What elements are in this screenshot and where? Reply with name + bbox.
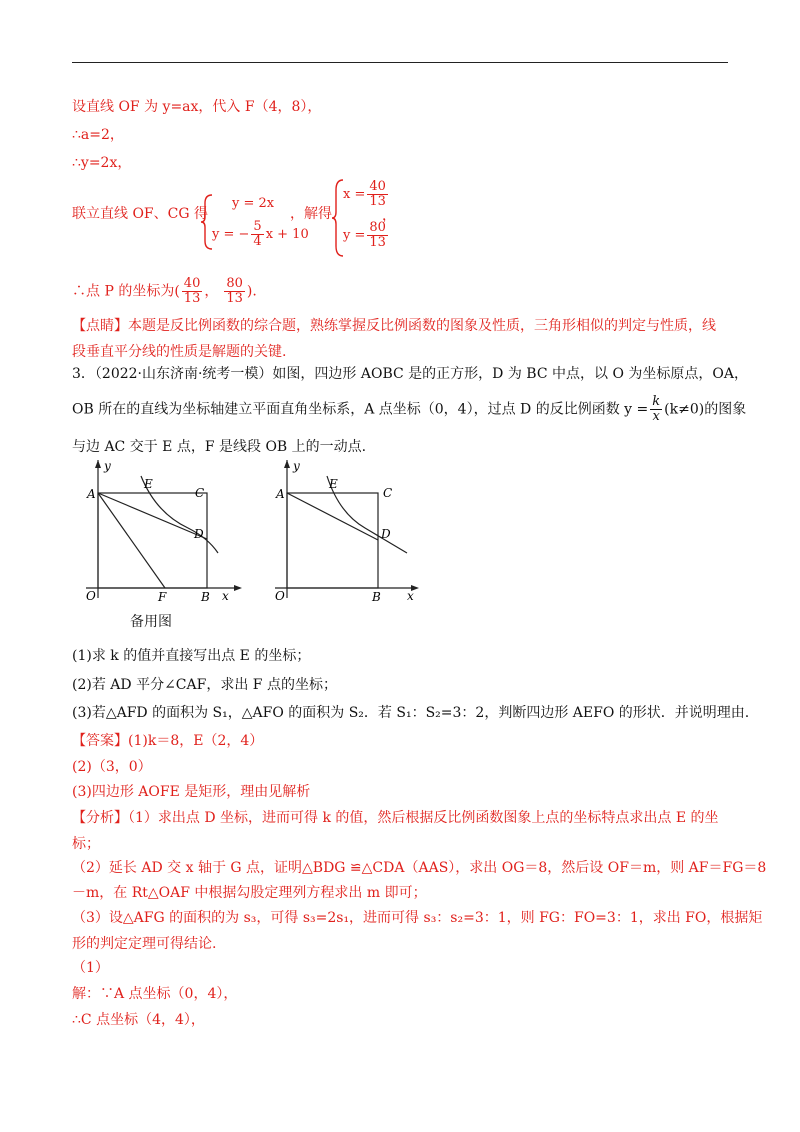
system-solve-text: ，解得 bbox=[290, 206, 332, 222]
analysis-line1: 【分析】（1）求出点 D 坐标，进而可得 k 的值，然后根据反比例函数图象上点的坐标特点求出点 E 的坐 bbox=[72, 810, 719, 826]
problem-line2: OB 所在的直线为坐标轴建立平面直角坐标系，A 点坐标（0，4），过点 D 的反比例函数 y = $\frac{k}{x}$ (k≠0)的图象 bbox=[72, 394, 747, 424]
analysis-line4: －m，在 Rt△OAF 中根据勾股定理列方程求出 m 即可； bbox=[72, 885, 427, 901]
point-p-coords: ∴点 P 的坐标为( $\frac{40}{13}$ ， $\frac{80}{13}$ ). bbox=[72, 276, 257, 306]
header-rule bbox=[72, 62, 728, 63]
problem-line3: 与边 AC 交于 E 点，F 是线段 OB 上的一动点. bbox=[72, 439, 367, 455]
label-c: C bbox=[195, 486, 205, 500]
svg-text:y: y bbox=[293, 459, 300, 473]
svg-text:B: B bbox=[372, 590, 381, 604]
analysis-line6: 形的判定定理可得结论. bbox=[72, 936, 217, 952]
solution-line: 设直线 OF 为 y=ax，代入 F（4，8）， bbox=[72, 99, 322, 115]
answer-line2: (2)（3，0） bbox=[72, 759, 152, 775]
solution-line: 解：∵A 点坐标（0，4）， bbox=[72, 986, 238, 1002]
analysis-line2: 标； bbox=[72, 836, 100, 852]
svg-text:E: E bbox=[329, 477, 338, 491]
solution-part1: （1） bbox=[72, 960, 109, 976]
svg-text:C: C bbox=[383, 486, 393, 500]
system-end: ， bbox=[382, 208, 396, 224]
label-d: D bbox=[194, 527, 204, 541]
answer-line3: (3)四边形 AOFE 是矩形，理由见解析 bbox=[72, 784, 311, 800]
label-b: B bbox=[201, 590, 210, 604]
comment-line2: 段垂直平分线的性质是解题的关键. bbox=[72, 344, 287, 360]
system1-eq1: y = 2x bbox=[232, 196, 275, 211]
system-intro: 联立直线 OF、CG 得 bbox=[72, 206, 208, 222]
label-a: A bbox=[87, 487, 96, 501]
label-y: y bbox=[104, 459, 111, 473]
question-2: (2)若 AD 平分∠CAF，求出 F 点的坐标； bbox=[72, 677, 337, 693]
solution-line bbox=[72, 204, 208, 224]
question-3: (3)若△AFD 的面积为 S₁，△AFO 的面积为 S₂．若 S₁：S₂=3：2，判断四边形 AEFO 的形状．并说明理由. bbox=[72, 705, 750, 721]
label-f: F bbox=[158, 590, 167, 604]
solution-line: ∴C 点坐标（4，4）， bbox=[72, 1012, 205, 1028]
analysis-line3: （2）延长 AD 交 x 轴于 G 点，证明△BDG ≌△CDA（AAS），求出 OG＝8，然后设 OF＝m，则 AF＝FG＝8 bbox=[72, 860, 767, 876]
comment-line1: 【点睛】本题是反比例函数的综合题，熟练掌握反比例函数的图象及性质，三角形相似的判定与性质，线 bbox=[72, 318, 716, 334]
solution-line: ∴a=2， bbox=[72, 127, 124, 143]
svg-text:O: O bbox=[275, 589, 285, 603]
system2-eq1: x = $\frac{40}{13}$ bbox=[343, 179, 386, 209]
answer-line1: 【答案】(1)k＝8，E（2，4） bbox=[72, 733, 264, 749]
figure-main bbox=[78, 458, 248, 608]
label-o: O bbox=[86, 589, 96, 603]
system1-eq2: y = − $\frac{5}{4}$ x + 10 bbox=[212, 219, 309, 249]
label-x: x bbox=[222, 589, 229, 603]
problem-line1: 3．（2022·山东济南·统考一模）如图，四边形 AOBC 是的正方形，D 为 BC 中点，以 O 为坐标原点，OA， bbox=[72, 366, 748, 382]
label-e: E bbox=[144, 477, 153, 491]
answer-label: 【答案】 bbox=[72, 733, 128, 749]
solution-line: ∴y=2x， bbox=[72, 155, 132, 171]
svg-text:A: A bbox=[276, 487, 285, 501]
svg-text:x: x bbox=[407, 589, 414, 603]
figure-caption: 备用图 bbox=[130, 614, 172, 630]
system2-eq2: y = $\frac{80}{13}$ bbox=[343, 220, 386, 250]
question-1: (1)求 k 的值并直接写出点 E 的坐标； bbox=[72, 648, 311, 664]
figure-backup bbox=[267, 458, 437, 608]
analysis-line5: （3）设△AFG 的面积的为 s₃，可得 s₃=2s₁，进而可得 s₃：s₂=3：1，则 FG：FO=3：1，求出 FO，根据矩 bbox=[72, 910, 763, 926]
comment-label: 【点睛】 bbox=[72, 318, 128, 334]
svg-text:D: D bbox=[381, 527, 391, 541]
analysis-label: 【分析】 bbox=[72, 810, 128, 826]
